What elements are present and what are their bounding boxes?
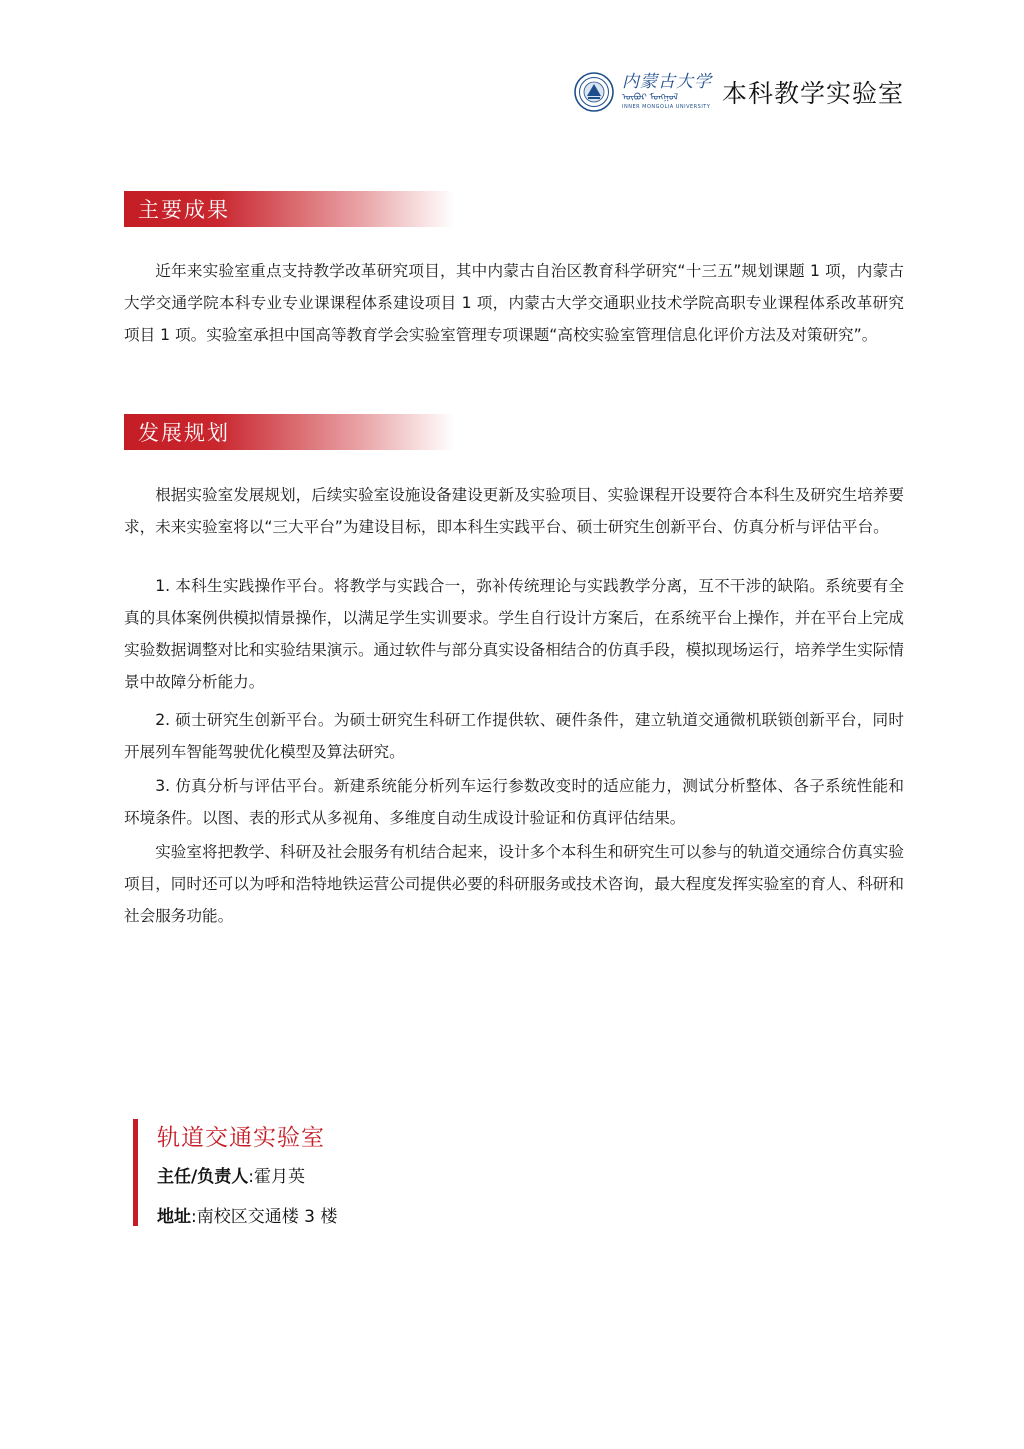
address-line: [157, 1202, 337, 1227]
plan-paragraph-intro: 根据实验室发展规划，后续实验室设施设备建设更新及实验项目、实验课程开设要符合本科生及研究生培养要求，未来实验室将以“三大平台”为建设目标，即本科生实践平台、硕士研究生创新平台、仿真分析与评估平台。: [124, 486, 904, 536]
logo-mn-text: ᠦᠪᠦᠷ ᠮᠣᠩᠭᠣᠯ: [621, 93, 679, 103]
university-logo: [622, 74, 712, 110]
section-heading-text: 发展规划: [138, 421, 230, 445]
plan-paragraph-3: 3. 仿真分析与评估平台。新建系统能分析列车运行参数改变时的适应能力，测试分析整体、各子系统性能和环境条件。以图、表的形式从多视角、多维度自动生成设计验证和仿真评估结果。: [124, 777, 904, 827]
footer-accent-bar: [133, 1119, 138, 1226]
achievements-paragraph: 近年来实验室重点支持教学改革研究项目，其中内蒙古自治区教育科学研究“十三五”规划课题 1 项，内蒙古大学交通学院本科专业专业课课程体系建设项目 1 项，内蒙古大学交通职业技术学院高职专业课程体系改革研究项目 1 项。实验室承担中国高等教育学会实验室管理专项课题“高校实验室管理信息化评价方法及对策研究”。: [124, 262, 904, 344]
section-heading-development-plan: [124, 414, 454, 450]
section-heading-achievements: [124, 191, 454, 227]
logo-cn-text: 内蒙古大学: [621, 72, 712, 92]
director-line: [157, 1162, 305, 1187]
plan-paragraph-summary: 实验室将把教学、科研及社会服务有机结合起来，设计多个本科生和研究生可以参与的轨道交通综合仿真实验项目，同时还可以为呼和浩特地铁运营公司提供必要的科研服务或技术咨询，最大程度发挥实验室的育人、科研和社会服务功能。: [124, 843, 904, 925]
director-value: :霍月英: [248, 1167, 305, 1187]
address-label: 地址: [157, 1207, 191, 1227]
logo-en-text: INNER MONGOLIA UNIVERSITY: [621, 104, 711, 110]
lab-name: 轨道交通实验室: [157, 1125, 325, 1151]
plan-paragraph-1: 1. 本科生实践操作平台。将教学与实践合一，弥补传统理论与实践教学分离，互不干涉的缺陷。系统要有全真的具体案例供模拟情景操作，以满足学生实训要求。学生自行设计方案后，在系统平台上操作，并在平台上完成实验数据调整对比和实验结果演示。通过软件与部分真实设备相结合的仿真手段，模拟现场运行，培养学生实际情景中故障分析能力。: [124, 577, 904, 691]
director-label: 主任/负责人: [157, 1167, 249, 1187]
university-seal-icon: [574, 72, 614, 112]
page-header: [574, 68, 904, 116]
plan-paragraph-2: 2. 硕士研究生创新平台。为硕士研究生科研工作提供软、硬件条件，建立轨道交通微机联锁创新平台，同时开展列车智能驾驶优化模型及算法研究。: [124, 711, 904, 761]
header-title: 本科教学实验室: [721, 79, 904, 108]
section-heading-text: 主要成果: [138, 198, 230, 222]
address-value: :南校区交通楼 3 楼: [191, 1207, 338, 1227]
